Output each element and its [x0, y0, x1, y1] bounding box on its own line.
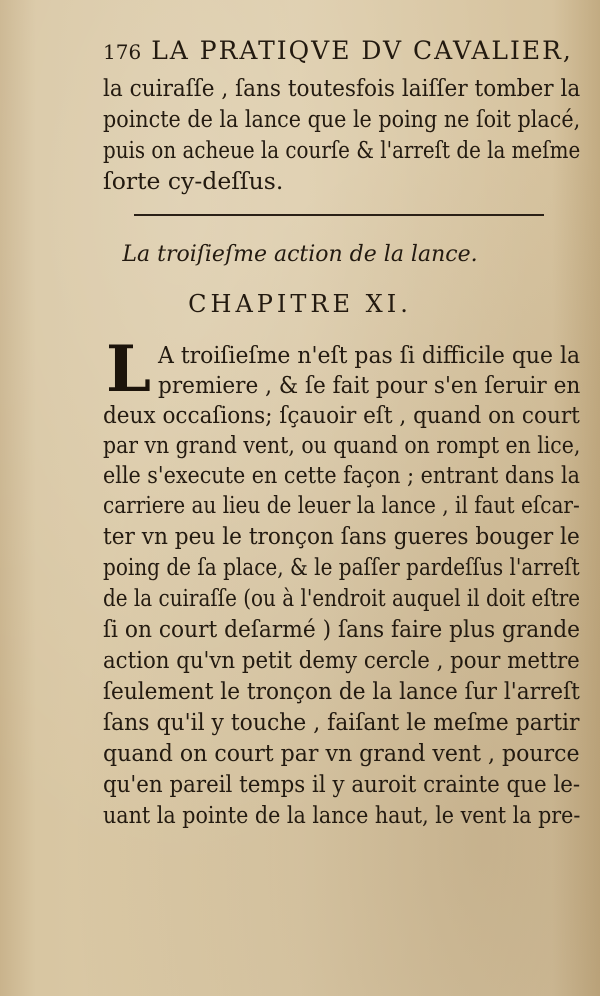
running-head [103, 36, 573, 70]
text-line: premiere , & ſe fait pour s'en ſeruir en [158, 371, 581, 399]
page-number: 176 [103, 40, 142, 64]
text-line: de la cuiraſſe (ou à l'endroit auquel il doit eſtre [103, 584, 581, 612]
text-line: deux occaſions; ſçauoir eſt , quand on court [103, 401, 580, 429]
text-line: quand on court par vn grand vent , pource [103, 739, 580, 767]
chapter-heading: CHAPITRE XI. [188, 290, 412, 318]
text-line: puis on acheue la courſe & l'arreſt de la meſme [103, 136, 581, 164]
drop-cap: L [106, 332, 151, 407]
text-line: uant la pointe de la lance haut, le vent la pre- [103, 801, 581, 829]
text-line: poincte de la lance que le poing ne ſoit placé, [103, 105, 581, 133]
text-line: par vn grand vent, ou quand on rompt en lice, [103, 431, 581, 459]
text-line: poing de ſa place, & le paſſer pardeſſus l'arreſt [103, 553, 580, 581]
section-title: La troiſieſme action de la lance. [122, 242, 478, 267]
text-line: elle s'execute en cette façon ; entrant dans la [103, 461, 580, 489]
running-head-title: LA PRATIQVE DV CAVALIER, [151, 36, 573, 65]
text-line: ſorte cy-deſſus. [103, 167, 284, 195]
text-line: A troiſieſme n'eſt pas ſi difficile que la [158, 341, 581, 369]
text-line: ſi on court deſarmé ) ſans faire plus grande [103, 615, 581, 643]
text-line: ſeulement le tronçon de la lance ſur l'arreſt [103, 677, 580, 705]
text-line: qu'en pareil temps il y auroit crainte que le- [103, 770, 581, 798]
text-line: ter vn peu le tronçon ſans gueres bouger le [103, 522, 580, 550]
section-divider [134, 214, 544, 216]
text-line: action qu'vn petit demy cercle , pour mettre [103, 646, 580, 674]
text-line: la cuiraſſe , ſans toutesfois laiſſer tomber la [103, 74, 581, 102]
text-line: ſans qu'il y touche , faiſant le meſme partir [103, 708, 580, 736]
text-line: carriere au lieu de leuer la lance , il faut eſcar- [103, 491, 580, 519]
